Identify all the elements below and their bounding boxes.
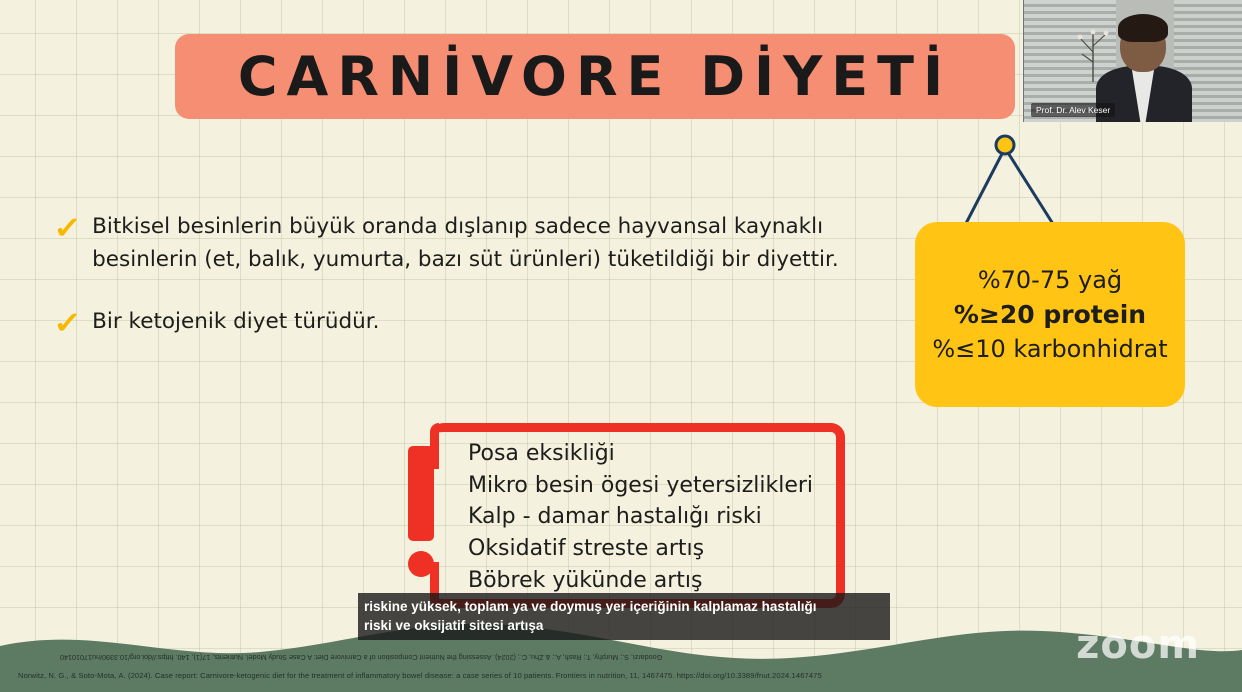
caption-line: riski ve oksijatif sitesi artışa (364, 618, 544, 634)
bullet-item (55, 210, 865, 277)
list-item: Oksidatif streste artış (468, 536, 705, 562)
check-icon: ✓ (53, 307, 83, 340)
risk-list (468, 438, 868, 596)
reference-bottom: Norwitz, N. G., & Soto-Mota, A. (2024). Case report: Carnivore-ketogenic diet for the treatment of inflammatory bowel disease: a case series of 10 patients. Frontiers in nutrition, 11, 1467475. https://doi.org/10.3389/fnut.2024.1467475 (18, 671, 822, 680)
slide-title-banner (175, 34, 1015, 119)
macro-nutrient-card (915, 222, 1185, 407)
macro-line-fat: %70-75 yağ (977, 266, 1123, 294)
list-item: Böbrek yükünde artış (468, 567, 703, 593)
macro-line-carb: %≤10 karbonhidrat (932, 335, 1168, 363)
exclamation-icon (408, 446, 434, 541)
bullet-text: Bitkisel besinlerin büyük oranda dışlanıp sadece hayvansal kaynaklı besinlerin (et, balık, yumurta, bazı süt ürünleri) tüketildiği bir diyettir. (92, 214, 839, 273)
macro-line-protein: %≥20 protein (953, 300, 1147, 329)
bullet-item (55, 305, 555, 339)
bullet-text: Bir ketojenik diyet türüdür. (92, 309, 380, 334)
list-item: Mikro besin ögesi yetersizlikleri (468, 472, 814, 498)
participant-name-label: Prof. Dr. Alev Keser (1031, 103, 1115, 117)
live-caption (358, 593, 890, 640)
webcam-tile[interactable] (1023, 0, 1242, 122)
exclamation-icon-dot (408, 551, 434, 577)
reference-rotated: Goodarzi, S.; Murphy, T.; Rash, A.; & Zhu, C.; (2024). Assessing the Nutrient Composition of a Carnivore Diet: A Case Study Model. Nutrients, 17(1), 140. https://doi.org/10.3390/nu17010140 (60, 653, 663, 662)
list-item: Posa eksikliği (468, 441, 615, 466)
list-item: Kalp - damar hastalığı riski (468, 504, 762, 530)
caption-line: riskine yüksek, toplam ya ve doymuş yer içeriğinin kalplamaz hastalığı (364, 599, 817, 614)
person-hair (1118, 14, 1168, 42)
zoom-watermark: zoom (1076, 622, 1200, 668)
page-title: CARNİVORE DİYETİ (237, 45, 953, 108)
check-icon: ✓ (53, 212, 83, 245)
